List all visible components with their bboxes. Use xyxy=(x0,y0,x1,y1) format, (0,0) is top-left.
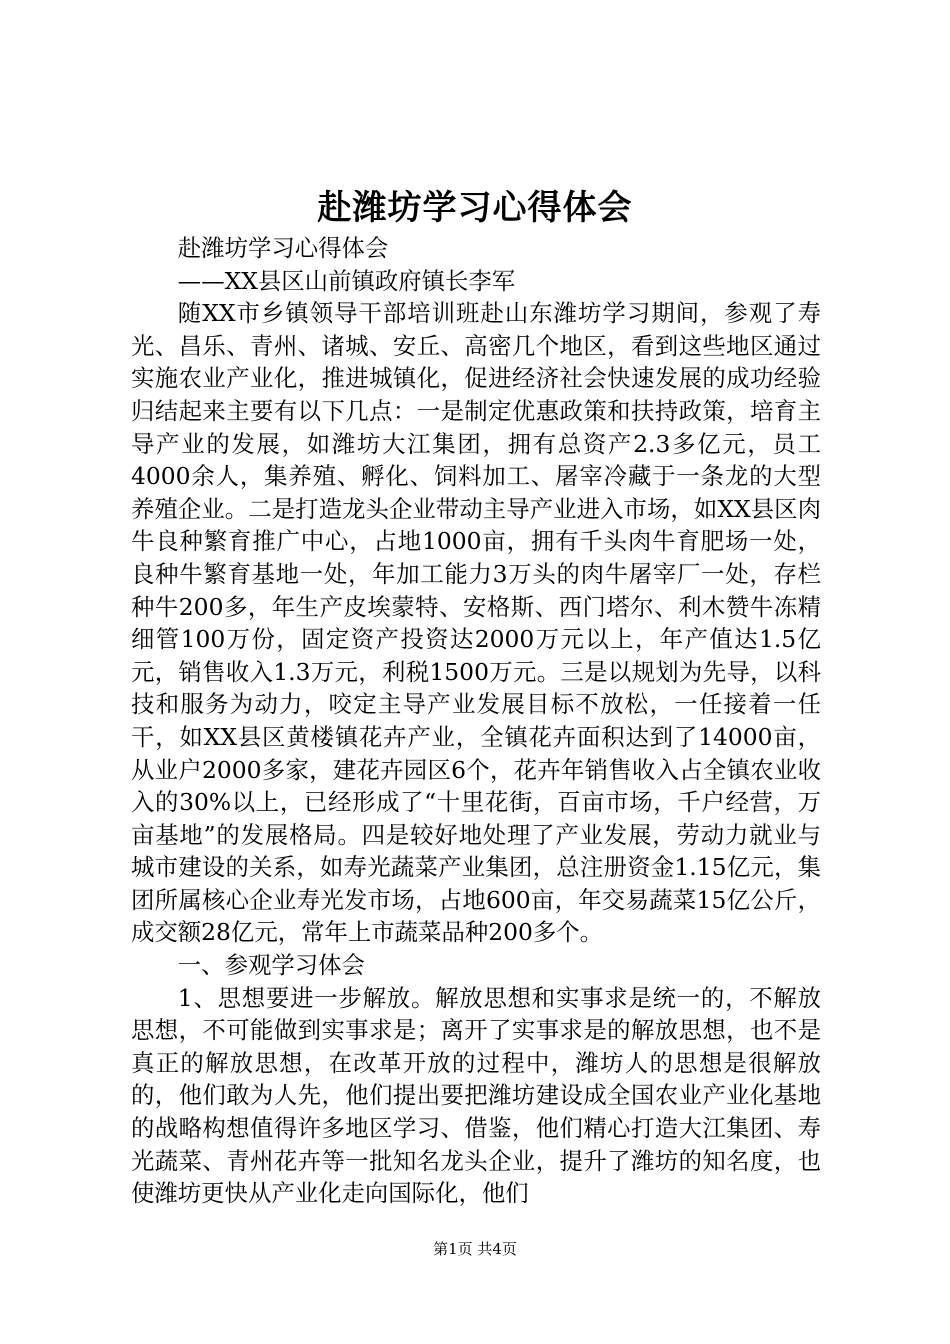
document-body xyxy=(131,232,821,1210)
body-paragraph: 随XX市乡镇领导干部培训班赴山东潍坊学习期间，参观了寿光、昌乐、青州、诸城、安丘、高密几个地区，看到这些地区通过实施农业产业化，推进城镇化，促进经济社会快速发展的成功经验归结起来主要有以下几点：一是制定优惠政策和扶持政策，培育主导产业的发展，如潍坊大江集团，拥有总资产2.3多亿元，员工4000余人，集养殖、孵化、饲料加工、屠宰冷藏于一条龙的大型养殖企业。二是打造龙头企业带动主导产业进入市场，如XX县区肉牛良种繁育推广中心，占地1000亩，拥有千头肉牛育肥场一处，良种牛繁育基地一处，年加工能力3万头的肉牛屠宰厂一处，存栏种牛200多，年生产皮埃蒙特、安格斯、西门塔尔、利木赞牛冻精细管100万份，固定资产投资达2000万元以上，年产值达1.5亿元，销售收入1.3万元，利税1500万元。三是以规划为先导，以科技和服务为动力，咬定主导产业发展目标不放松，一任接着一任干，如XX县区黄楼镇花卉产业，全镇花卉面积达到了14000亩，从业户2000多家，建花卉园区6个，花卉年销售收入占全镇农业收入的30%以上，已经形成了“十里花街，百亩市场，千户经营，万亩基地”的发展格局。四是较好地处理了产业发展，劳动力就业与城市建设的关系，如寿光蔬菜产业集团，总注册资金1.15亿元，集团所属核心企业寿光发市场，占地600亩，年交易蔬菜15亿公斤，成交额28亿元，常年上市蔬菜品种200多个。 xyxy=(131,299,821,947)
body-paragraph: 1、思想要进一步解放。解放思想和实事求是统一的，不解放思想，不可能做到实事求是；离开了实事求是的解放思想，也不是真正的解放思想，在改革开放的过程中，潍坊人的思想是很解放的，他们敢为人先，他们提出要把潍坊建设成全国农业产业化基地的战略构想值得许多地区学习、借鉴，他们精心打造大江集团、寿光蔬菜、青州花卉等一批知名龙头企业，提升了潍坊的知名度，也使潍坊更快从产业化走向国际化，他们 xyxy=(131,983,821,1208)
author-line: ——XX县区山前镇政府镇长李军 xyxy=(177,266,516,295)
subtitle-paragraph: 赴潍坊学习心得体会 xyxy=(177,234,389,262)
document-title: 赴潍坊学习心得体会 xyxy=(317,188,633,228)
section-heading: 一、参观学习体会 xyxy=(177,951,365,980)
page-footer: 第1页 共4页 xyxy=(433,1240,517,1258)
